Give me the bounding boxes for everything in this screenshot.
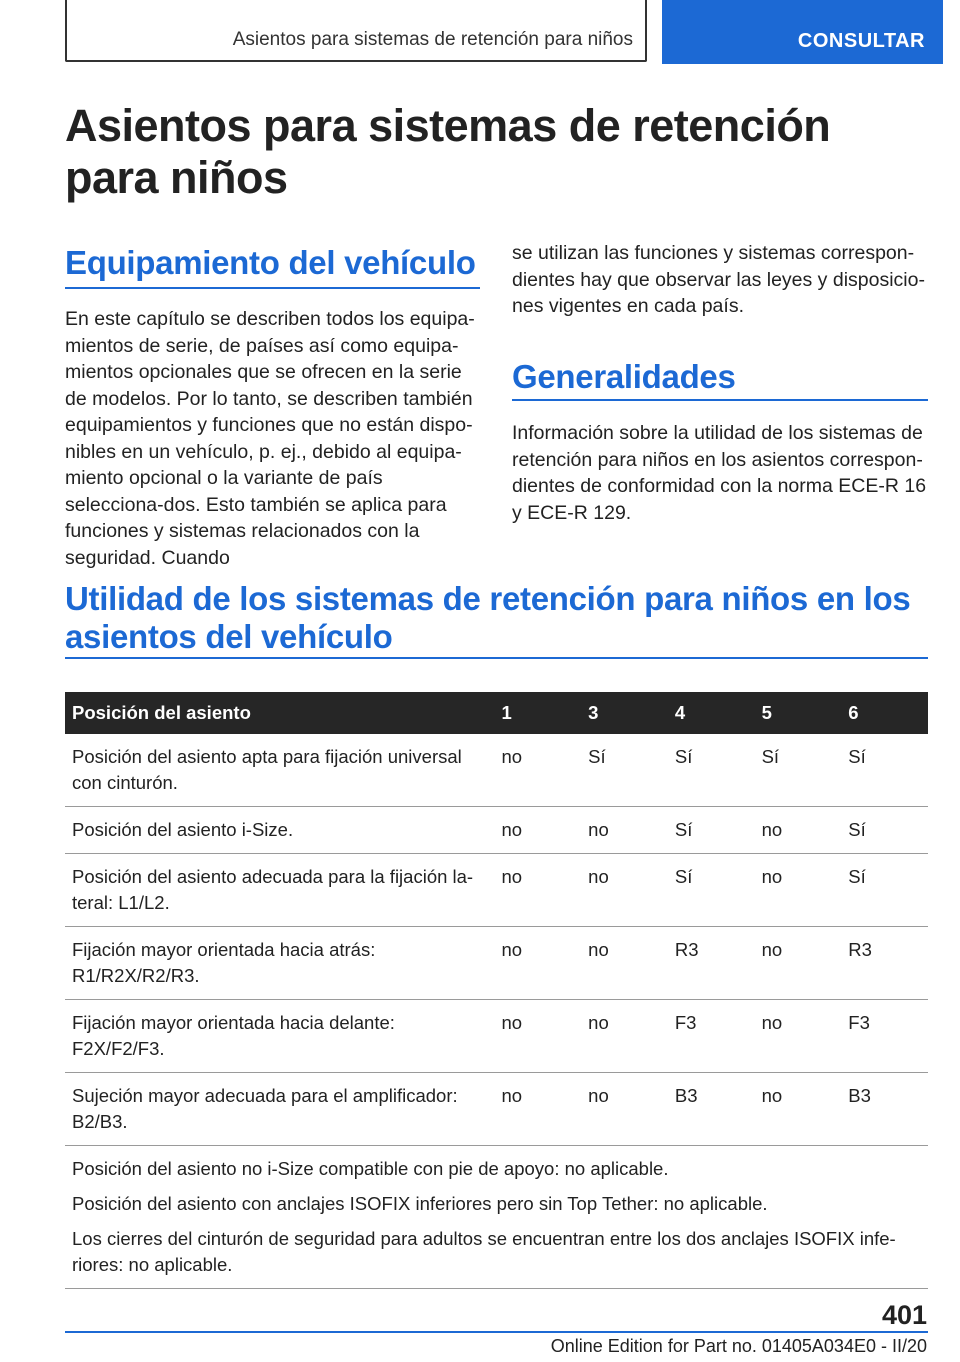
table-cell: no (581, 1073, 668, 1146)
table-cell: Sí (581, 734, 668, 807)
table-cell: no (581, 1000, 668, 1073)
table-cell: F3 (841, 1000, 928, 1073)
table-cell: no (494, 1000, 581, 1073)
footer-rule (65, 1331, 928, 1333)
table-cell: no (494, 1073, 581, 1146)
table-cell: Posición del asiento apta para fijación universal con cinturón. (65, 734, 494, 807)
table-row (65, 734, 928, 807)
table-cell: Fijación mayor orientada hacia atrás: R1/R2X/R2/R3. (65, 927, 494, 1000)
table-row (65, 927, 928, 1000)
table-cell: Posición del asiento adecuada para la fijación la-teral: L1/L2. (65, 854, 494, 927)
table-note: Posición del asiento con anclajes ISOFIX inferiores pero sin Top Tether: no aplicable. (72, 1193, 768, 1214)
table-cell: no (581, 927, 668, 1000)
header-section-box (65, 0, 647, 62)
table-row (65, 1073, 928, 1146)
table-cell: no (755, 1073, 842, 1146)
table-row (65, 854, 928, 927)
heading-equipment-rule (65, 287, 480, 289)
footer-edition: Online Edition for Part no. 01405A034E0 - II/20 (550, 1336, 927, 1356)
heading-equipment: Equipamiento del vehículo (65, 244, 476, 281)
table-cell: Sí (841, 734, 928, 807)
table-note: Posición del asiento no i-Size compatible con pie de apoyo: no aplicable. (72, 1158, 669, 1179)
heading-usability: Utilidad de los sistemas de retención para niños en los asientos del vehículo (65, 580, 911, 655)
table-cell: Sí (668, 854, 755, 927)
heading-general: Generalidades (512, 358, 736, 395)
table-cell: no (581, 854, 668, 927)
consult-tab-label[interactable]: CONSULTAR (797, 30, 925, 52)
table-cell: no (755, 807, 842, 854)
heading-usability-rule (65, 657, 928, 659)
table-cell: R3 (668, 927, 755, 1000)
table-header-row (65, 692, 928, 734)
table-cell: Sujeción mayor adecuada para el amplificador: B2/B3. (65, 1073, 494, 1146)
table-cell: no (494, 927, 581, 1000)
table-note: Los cierres del cinturón de seguridad para adultos se encuentran entre los dos anclajes ISOFIX infe-riores: no aplicable. (72, 1228, 896, 1275)
table-cell: Fijación mayor orientada hacia delante: F2X/F2/F3. (65, 1000, 494, 1073)
table-cell: no (494, 734, 581, 807)
table-cell: no (755, 1000, 842, 1073)
table-cell: no (581, 807, 668, 854)
table-cell: no (755, 927, 842, 1000)
table-cell: no (494, 807, 581, 854)
page-number: 401 (881, 1300, 927, 1330)
table-cell: Posición del asiento i-Size. (65, 807, 494, 854)
table-cell: Sí (841, 807, 928, 854)
table-row (65, 1000, 928, 1073)
table-cell: F3 (668, 1000, 755, 1073)
usability-table (65, 692, 928, 1289)
page-title: Asientos para sistemas de retención para niños (65, 100, 831, 203)
table-cell: no (494, 854, 581, 927)
table-cell: Sí (841, 854, 928, 927)
table-cell: Sí (755, 734, 842, 807)
table-cell: B3 (668, 1073, 755, 1146)
header-section-title: Asientos para sistemas de retención para niños (232, 29, 633, 50)
consult-tab[interactable] (662, 0, 943, 64)
table-notes-row (65, 1146, 928, 1289)
table-cell: no (755, 854, 842, 927)
table-header-cell: 6 (841, 692, 928, 734)
table-header-cell: 4 (668, 692, 755, 734)
table-header-cell: 3 (581, 692, 668, 734)
table-cell: R3 (841, 927, 928, 1000)
general-text: Información sobre la utilidad de los sistemas de retención para niños en los asientos correspon-dientes de conformidad con la norma ECE-R 16 y ECE-R 129. (512, 422, 927, 524)
table-cell: B3 (841, 1073, 928, 1146)
equipment-text-col1: En este capítulo se describen todos los equipa-mientos de serie, de países así como equipa-mientos opcionales que se ofrecen en la serie de modelos. Por lo tanto, se describen también equipamientos y funciones que no están dispo-nibles en un vehículo, p. ej., debido al equipa-miento opcional o la variante de país selecciona-dos. Esto también se aplica para funciones y sistemas relacionados con la seguridad. Cuando (65, 308, 475, 569)
table-row (65, 807, 928, 854)
heading-general-rule (512, 399, 928, 401)
table-cell: Sí (668, 807, 755, 854)
table-header-cell: Posición del asiento (65, 692, 494, 734)
table-header-cell: 5 (755, 692, 842, 734)
table-notes-cell (65, 1146, 928, 1289)
equipment-text-col2: se utilizan las funciones y sistemas correspon-dientes hay que observar las leyes y disposicio-nes vigentes en cada país. (512, 242, 925, 317)
table-cell: Sí (668, 734, 755, 807)
table-header-cell: 1 (494, 692, 581, 734)
